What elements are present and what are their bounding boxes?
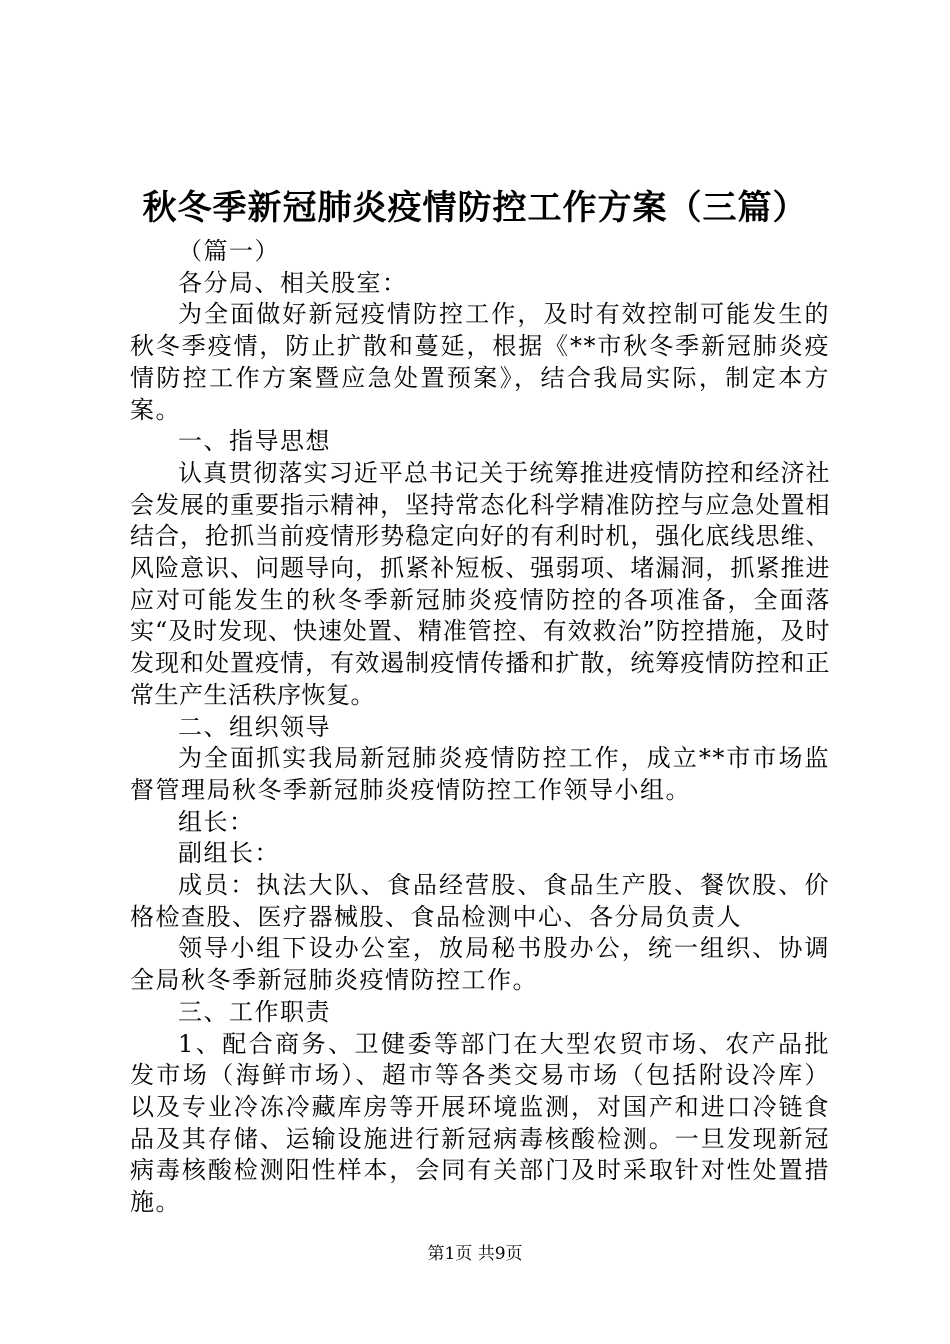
office-paragraph: 领导小组下设办公室，放局秘书股办公，统一组织、协调全局秋冬季新冠肺炎疫情防控工作。 xyxy=(130,934,830,995)
organization-paragraph: 为全面抓实我局新冠肺炎疫情防控工作，成立**市市场监督管理局秋冬季新冠肺炎疫情防控工作领导小组。 xyxy=(130,744,830,804)
responsibility-item-1: 1、配合商务、卫健委等部门在大型农贸市场、农产品批发市场（海鲜市场）、超市等各类交易市场（包括附设冷库）以及专业冷冻冷藏库房等开展环境监测，对国产和进口冷链食品及其存储、运输设施进行新冠病毒核酸检测。一旦发现新冠病毒核酸检测阳性样本，会同有关部门及时采取针对性处置措施。 xyxy=(130,1029,830,1217)
guiding-ideology-paragraph: 认真贯彻落实习近平总书记关于统筹推进疫情防控和经济社会发展的重要指示精神，坚持常态化科学精准防控与应急处置相结合，抢抓当前疫情形势稳定向好的有利时机，强化底线思维、风险意识、问题导向，抓紧补短板、强弱项、堵漏洞，抓紧推进应对可能发生的秋冬季新冠肺炎疫情防控的各项准备，全面落实“及时发现、快速处置、精准管控、有效救治”防控措施，及时发现和处置疫情，有效遏制疫情传播和扩散，统筹疫情防控和正常生产生活秩序恢复。 xyxy=(130,458,830,709)
heading-guiding-ideology: 一、指导思想 xyxy=(178,427,331,456)
section-label: （篇一） xyxy=(178,237,280,265)
members-paragraph: 成员：执法大队、食品经营股、食品生产股、餐饮股、价格检查股、医疗器械股、食品检测中心、各分局负责人 xyxy=(130,871,830,931)
heading-organization: 二、组织领导 xyxy=(178,712,331,741)
document-title: 秋冬季新冠肺炎疫情防控工作方案（三篇） xyxy=(142,188,808,228)
group-leader-line: 组长： xyxy=(178,807,255,836)
deputy-leader-line: 副组长： xyxy=(178,839,280,868)
heading-responsibilities: 三、工作职责 xyxy=(178,997,331,1026)
page-footer: 第1页 共9页 xyxy=(427,1244,523,1264)
document-body xyxy=(130,236,830,1219)
intro-paragraph: 为全面做好新冠疫情防控工作，及时有效控制可能发生的秋冬季疫情，防止扩散和蔓延，根据《**市秋冬季新冠肺炎疫情防控工作方案暨应急处置预案》，结合我局实际，制定本方案。 xyxy=(130,300,830,424)
salutation: 各分局、相关股室： xyxy=(178,268,408,297)
